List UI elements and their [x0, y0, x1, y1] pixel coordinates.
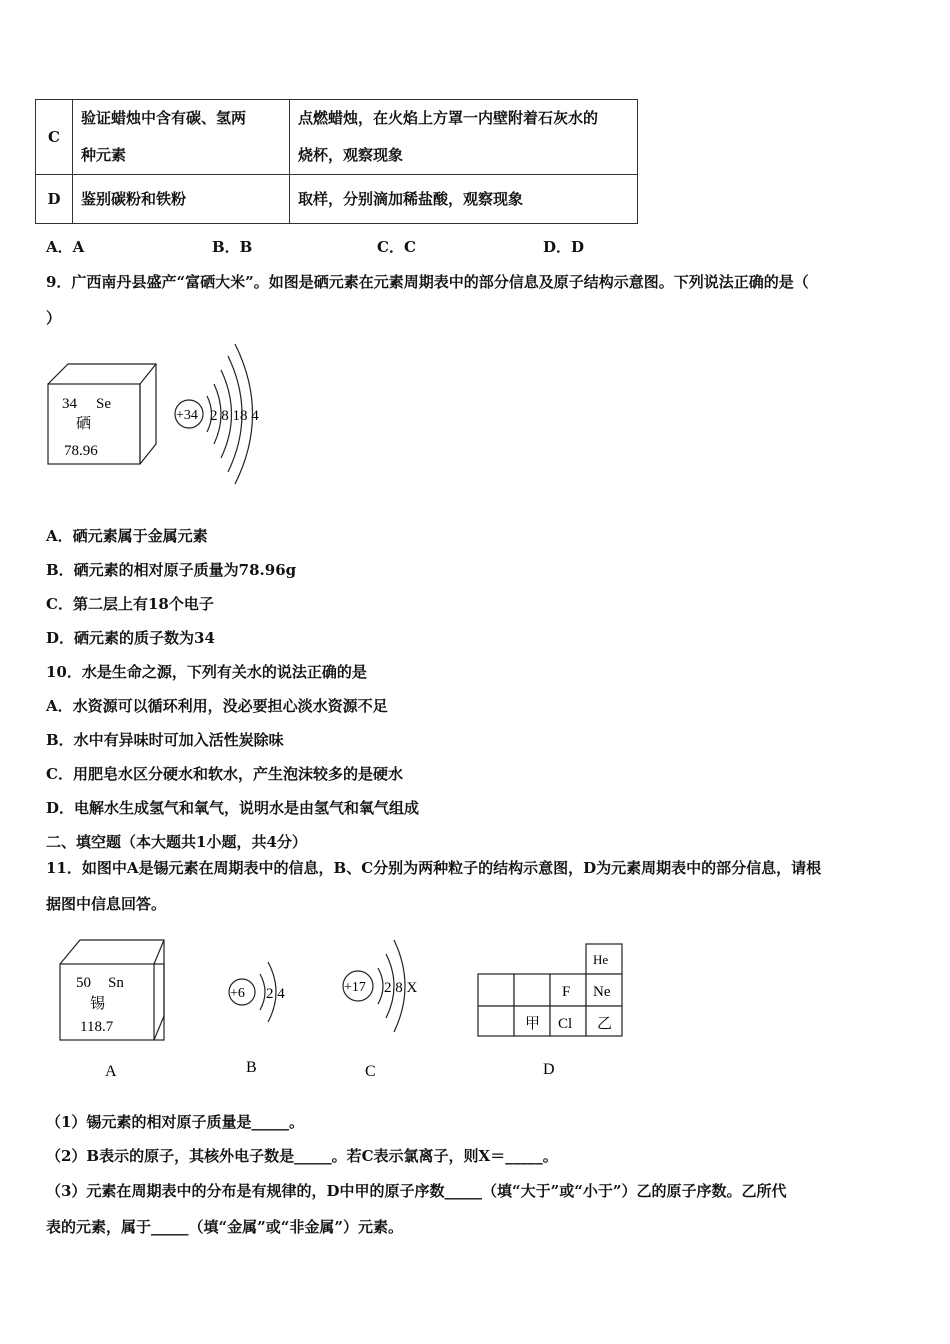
electron-shell	[378, 968, 383, 1004]
cell-he: He	[593, 952, 609, 967]
q11-figures	[50, 928, 650, 1088]
experiment-table	[35, 99, 638, 224]
q9-option-c: C．第二层上有18个电子	[46, 595, 214, 613]
element-card	[48, 364, 156, 464]
element-name: 硒	[76, 416, 92, 432]
cell-cl: Cl	[558, 1016, 573, 1032]
q9-option-a: A．硒元素属于金属元素	[46, 527, 208, 545]
q11-stem: 11．如图中A是锡元素在周期表中的信息，B、C分别为两种粒子的结构示意图，D为元素周期表中的部分信息，请根	[46, 859, 822, 877]
tin-element-card	[60, 940, 164, 1040]
nucleus-charge: +6	[230, 986, 245, 1001]
element-name: 锡	[90, 996, 106, 1012]
experiment-purpose: 鉴别碳粉和铁粉	[73, 175, 290, 224]
atom-structure-diagram	[175, 344, 259, 484]
q10-stem: 10．水是生命之源，下列有关水的说法正确的是	[46, 663, 367, 681]
element-symbol: Se	[96, 396, 111, 412]
atomic-number: 34	[62, 396, 77, 412]
experiment-method	[290, 100, 638, 175]
atomic-mass: 78.96	[64, 443, 98, 459]
q11-sub3-cont: 表的元素，属于_____（填“金属”或“非金属”）元素。	[46, 1218, 404, 1236]
figure-label-d: D	[543, 1061, 555, 1078]
element-symbol: Sn	[108, 975, 124, 991]
q9-option-d: D．硒元素的质子数为34	[46, 629, 215, 647]
cell-line: 验证蜡烛中含有碳、氢两	[81, 109, 247, 127]
cell-yi: 乙	[597, 1016, 613, 1032]
q10-option-d: D．电解水生成氢气和氧气，说明水是由氢气和氧气组成	[46, 799, 420, 817]
q8-option-c: C．C	[377, 238, 416, 256]
shell-electrons: 2 8 18 4	[210, 408, 259, 424]
particle-c-diagram	[343, 940, 418, 1032]
q8-option-b: B．B	[212, 238, 253, 256]
q10-option-c: C．用肥皂水区分硬水和软水，产生泡沫较多的是硬水	[46, 765, 403, 783]
nucleus-charge: +17	[344, 980, 366, 995]
q8-option-d: D．D	[543, 238, 585, 256]
table-row	[36, 175, 638, 224]
experiment-method: 取样，分别滴加稀盐酸，观察现象	[290, 175, 638, 224]
q8-option-a: A．A	[46, 238, 85, 256]
row-key: C	[36, 100, 73, 175]
table-row	[36, 100, 638, 175]
q10-option-a: A．水资源可以循环利用，没必要担心淡水资源不足	[46, 697, 388, 715]
particle-b-diagram	[229, 962, 285, 1022]
cell-jia: 甲	[525, 1016, 541, 1032]
cell-ne: Ne	[593, 984, 611, 1000]
cell-f: F	[562, 984, 571, 1000]
q9-stem: 9．广西南丹县盛产“富硒大米”。如图是硒元素在元素周期表中的部分信息及原子结构示意图。下列说法正确的是（	[46, 273, 809, 291]
q11-sub3: （3）元素在周期表中的分布是有规律的，D中甲的原子序数_____（填“大于”或“小于”）乙的原子序数。乙所代	[46, 1182, 787, 1200]
shell-electrons: 2 4	[266, 986, 285, 1002]
selenium-figure	[44, 340, 284, 490]
q11-stem-cont: 据图中信息回答。	[46, 895, 167, 913]
section-heading: 二、填空题（本大题共1小题，共4分）	[46, 833, 307, 851]
nucleus-charge: +34	[176, 408, 198, 423]
atomic-number: 50	[76, 975, 91, 991]
experiment-purpose	[73, 100, 290, 175]
figure-label-a: A	[105, 1063, 117, 1080]
row-key: D	[36, 175, 73, 224]
q10-option-b: B．水中有异味时可加入活性炭除味	[46, 731, 284, 749]
cell-line: 种元素	[81, 146, 127, 164]
q9-stem-end: ）	[46, 309, 62, 327]
q11-sub2: （2）B表示的原子，其核外电子数是_____。若C表示氯离子，则X＝_____。	[46, 1147, 558, 1165]
figure-label-c: C	[365, 1063, 376, 1080]
atomic-mass: 118.7	[80, 1019, 114, 1035]
q11-sub1: （1）锡元素的相对原子质量是_____。	[46, 1113, 304, 1131]
cell-line: 烧杯，观察现象	[298, 146, 404, 164]
electron-shell	[260, 974, 265, 1010]
q9-option-b: B．硒元素的相对原子质量为78.96g	[46, 561, 297, 579]
shell-electrons: 2 8 X	[384, 980, 418, 996]
figure-label-b: B	[246, 1059, 257, 1076]
cell-line: 点燃蜡烛，在火焰上方罩一内壁附着石灰水的	[298, 109, 599, 127]
